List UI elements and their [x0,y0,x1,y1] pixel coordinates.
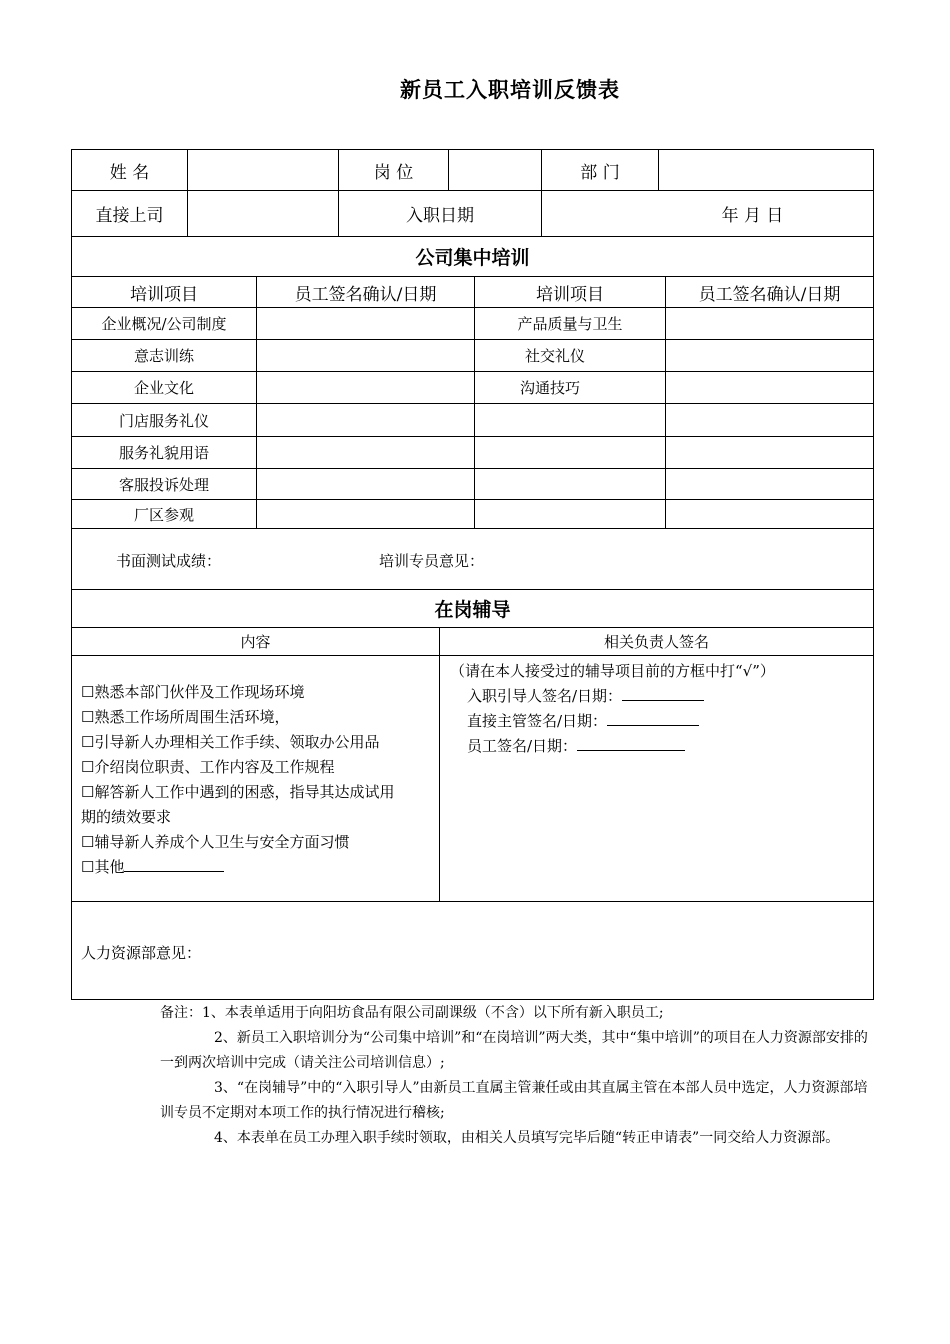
guide-signature-label: 入职引导人签名/日期： [467,687,623,705]
training-item: 服务礼貌用语 [118,444,209,462]
training-item: 沟通技巧 [519,379,580,397]
employee-signature-blank[interactable] [577,736,685,751]
signature-cell[interactable] [257,340,474,371]
onsite-coaching-title: 在岗辅导 [434,599,511,621]
signature-line [467,710,699,731]
col-training-item-left: 培训项目 [130,284,198,305]
checklist-item-cont: 期的绩效要求 [81,808,172,826]
col-employee-sign-left: 员工签名确认/日期 [294,284,437,305]
hire-date-field[interactable]: 年 月 日 [721,206,784,226]
training-item: 客服投诉处理 [118,475,209,494]
note-item: 2、新员工入职培训分为“公司集中培训”和“在岗培训”两大类，其中“集中培训”的项目在人力资源部安排的一到两次培训中完成（请关注公司培训信息）; [160,1030,868,1071]
training-item: 企业文化 [133,379,194,397]
training-item: 厂区参观 [133,505,194,524]
feedback-form-table [71,149,874,1000]
note-item: 备注：1、本表单适用于向阳坊食品有限公司副课级（不含）以下所有新入职员工; [160,1005,664,1021]
department-label: 部 门 [580,162,620,183]
guide-signature-blank[interactable] [622,686,704,701]
checklist-item[interactable]: ☐熟悉本部门伙伴及工作现场环境 [81,683,305,701]
training-item: 门店服务礼仪 [118,411,209,430]
signature-cell[interactable] [666,372,873,403]
checklist-item-other[interactable] [81,856,224,877]
checklist-item[interactable]: ☐辅导新人养成个人卫生与安全方面习惯 [81,833,350,851]
note-item: 3、“在岗辅导”中的“入职引导人”由新员工直属主管兼任或由其直属主管在本部人员中选定，人力资源部培训专员不定期对本项工作的执行情况进行稽核; [160,1080,868,1121]
central-training-title: 公司集中培训 [415,247,530,269]
signature-cell[interactable] [257,372,474,403]
col-responsible-signer: 相关负责人签名 [603,633,709,651]
supervisor-signature-blank[interactable] [607,711,699,726]
notes-section [160,1001,878,1151]
test-score-label: 书面测试成绩： [116,552,222,570]
col-employee-sign-right: 员工签名确认/日期 [698,284,841,305]
checklist-item[interactable]: ☐引导新人办理相关工作手续、领取办公用品 [81,733,380,751]
position-label: 岗 位 [373,162,414,183]
employee-signature-label: 员工签名/日期： [467,737,578,755]
supervisor-signature-label: 直接主管签名/日期： [467,712,608,730]
name-label: 姓 名 [109,162,150,183]
form-title: 新员工入职培训反馈表 [400,77,620,102]
training-item: 产品质量与卫生 [517,315,623,333]
supervisor-field[interactable] [188,191,338,236]
name-field[interactable] [188,150,338,190]
note-item: 4、本表单在员工办理入职手续时领取，由相关人员填写完毕后随“转正申请表”一同交给人力资源部。 [214,1130,840,1146]
trainer-opinion-label: 培训专员意见： [379,552,485,570]
signature-cell[interactable] [257,308,474,339]
training-item: 社交礼仪 [524,347,585,365]
signature-line [467,685,704,706]
checklist-item[interactable]: ☐熟悉工作场所周围生活环境， [81,708,290,726]
coaching-instruction: （请在本人接受过的辅导项目前的方框中打“√”） [450,662,775,680]
training-item: 企业概况/公司制度 [101,315,227,333]
col-training-item-right: 培训项目 [536,284,604,305]
hr-opinion-label: 人力资源部意见： [81,944,202,962]
checklist-other-label: ☐其他 [81,858,125,876]
supervisor-label: 直接上司 [95,206,164,226]
training-item: 意志训练 [133,347,194,365]
position-field[interactable] [449,150,541,190]
checklist-item[interactable]: ☐解答新人工作中遇到的困惑，指导其达成试用 [81,783,395,801]
hire-date-label: 入职日期 [406,206,474,226]
col-content: 内容 [240,633,271,651]
checklist-item[interactable]: ☐介绍岗位职责、工作内容及工作规程 [81,758,335,776]
signature-cell[interactable] [666,340,873,371]
signature-cell[interactable] [666,308,873,339]
department-field[interactable] [659,150,873,190]
other-blank[interactable] [124,857,224,872]
signature-line [467,735,685,756]
